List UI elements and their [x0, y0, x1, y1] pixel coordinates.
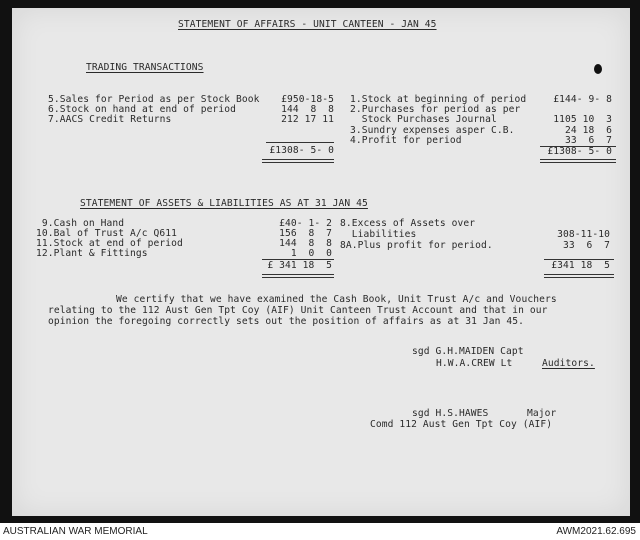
assets-left-amount: 156 8 7	[279, 228, 332, 239]
trading-left-amount: 144 8 8	[281, 104, 334, 115]
trading-left-label: 7.AACS Credit Returns	[48, 114, 172, 125]
trading-right-amount: £144- 9- 8	[553, 94, 612, 105]
assets-right-amount: 33 6 7	[562, 240, 610, 251]
total-rule	[266, 142, 334, 143]
footer-accession: AWM2021.62.695	[556, 526, 636, 537]
assets-left-label: 10.Bal of Trust A/c Q611	[36, 228, 178, 239]
trading-left-label: 5.Sales for Period as per Stock Book	[48, 94, 260, 105]
trading-right-label: 3.Sundry expenses asper C.B.	[350, 125, 515, 136]
assets-right-label: 8.Excess of Assets over	[340, 218, 476, 229]
footer-source: AUSTRALIAN WAR MEMORIAL	[3, 526, 148, 537]
assets-left-label: 12.Plant & Fittings	[36, 248, 148, 259]
assets-left-label: 11.Stock at end of period	[36, 238, 183, 249]
assets-right-total: £341 18 5	[551, 260, 610, 271]
certification-line: opinion the foregoing correctly sets out the position of affairs as at 31 Jan 45.	[48, 316, 524, 327]
trading-right-label: 1.Stock at beginning of period	[350, 94, 527, 105]
auditor-signature-2: H.W.A.CREW Lt	[436, 358, 513, 369]
trading-right-label: 4.Profit for period	[350, 135, 462, 146]
trading-left-amount: 212 17 11	[281, 114, 334, 125]
assets-left-amount: 1 0 0	[290, 248, 332, 259]
commander-rank: Major	[527, 408, 557, 419]
double-rule	[262, 274, 334, 275]
auditors-label: Auditors.	[542, 358, 595, 369]
certification-line: relating to the 112 Aust Gen Tpt Coy (AIF) Unit Canteen Trust Account and that in our	[48, 305, 548, 316]
trading-right-label: 2.Purchases for period as per	[350, 104, 521, 115]
assets-left-amount: 144 8 8	[279, 238, 332, 249]
trading-right-amount: 33 6 7	[564, 135, 612, 146]
document-title: STATEMENT OF AFFAIRS - UNIT CANTEEN - JAN 45	[178, 19, 437, 30]
double-rule	[540, 162, 616, 163]
double-rule	[262, 277, 334, 278]
trading-left-amount: £950-18-5	[281, 94, 334, 105]
trading-right-total: £1308- 5- 0	[547, 146, 612, 157]
assets-right-amount: 308-11-10	[557, 229, 610, 240]
auditor-signature-1: sgd G.H.MAIDEN Capt	[412, 346, 524, 357]
assets-left-amount: £40- 1- 2	[279, 218, 332, 229]
trading-left-total: £1308- 5- 0	[269, 145, 334, 156]
assets-right-label: Liabilities	[340, 229, 417, 240]
assets-left-total: £ 341 18 5	[267, 260, 332, 271]
footer-bar	[0, 523, 640, 540]
trading-right-amount: 1105 10 3	[553, 114, 612, 125]
double-rule	[262, 162, 334, 163]
assets-right-label: 8A.Plus profit for period.	[340, 240, 493, 251]
trading-left-label: 6.Stock on hand at end of period	[48, 104, 237, 115]
trading-right-label: Stock Purchases Journal	[350, 114, 497, 125]
commander-unit: Comd 112 Aust Gen Tpt Coy (AIF)	[370, 419, 553, 430]
certification-line: We certify that we have examined the Cash Book, Unit Trust A/c and Vouchers	[116, 294, 557, 305]
double-rule	[262, 159, 334, 160]
trading-heading: TRADING TRANSACTIONS	[86, 62, 204, 73]
double-rule	[544, 277, 614, 278]
assets-left-label: 9.Cash on Hand	[36, 218, 125, 229]
assets-heading: STATEMENT OF ASSETS & LIABILITIES AS AT 31 JAN 45	[80, 198, 368, 209]
trading-right-amount: 24 18 6	[564, 125, 612, 136]
double-rule	[544, 274, 614, 275]
commander-signature: sgd H.S.HAWES	[412, 408, 489, 419]
double-rule	[540, 159, 616, 160]
punch-hole	[594, 64, 602, 74]
